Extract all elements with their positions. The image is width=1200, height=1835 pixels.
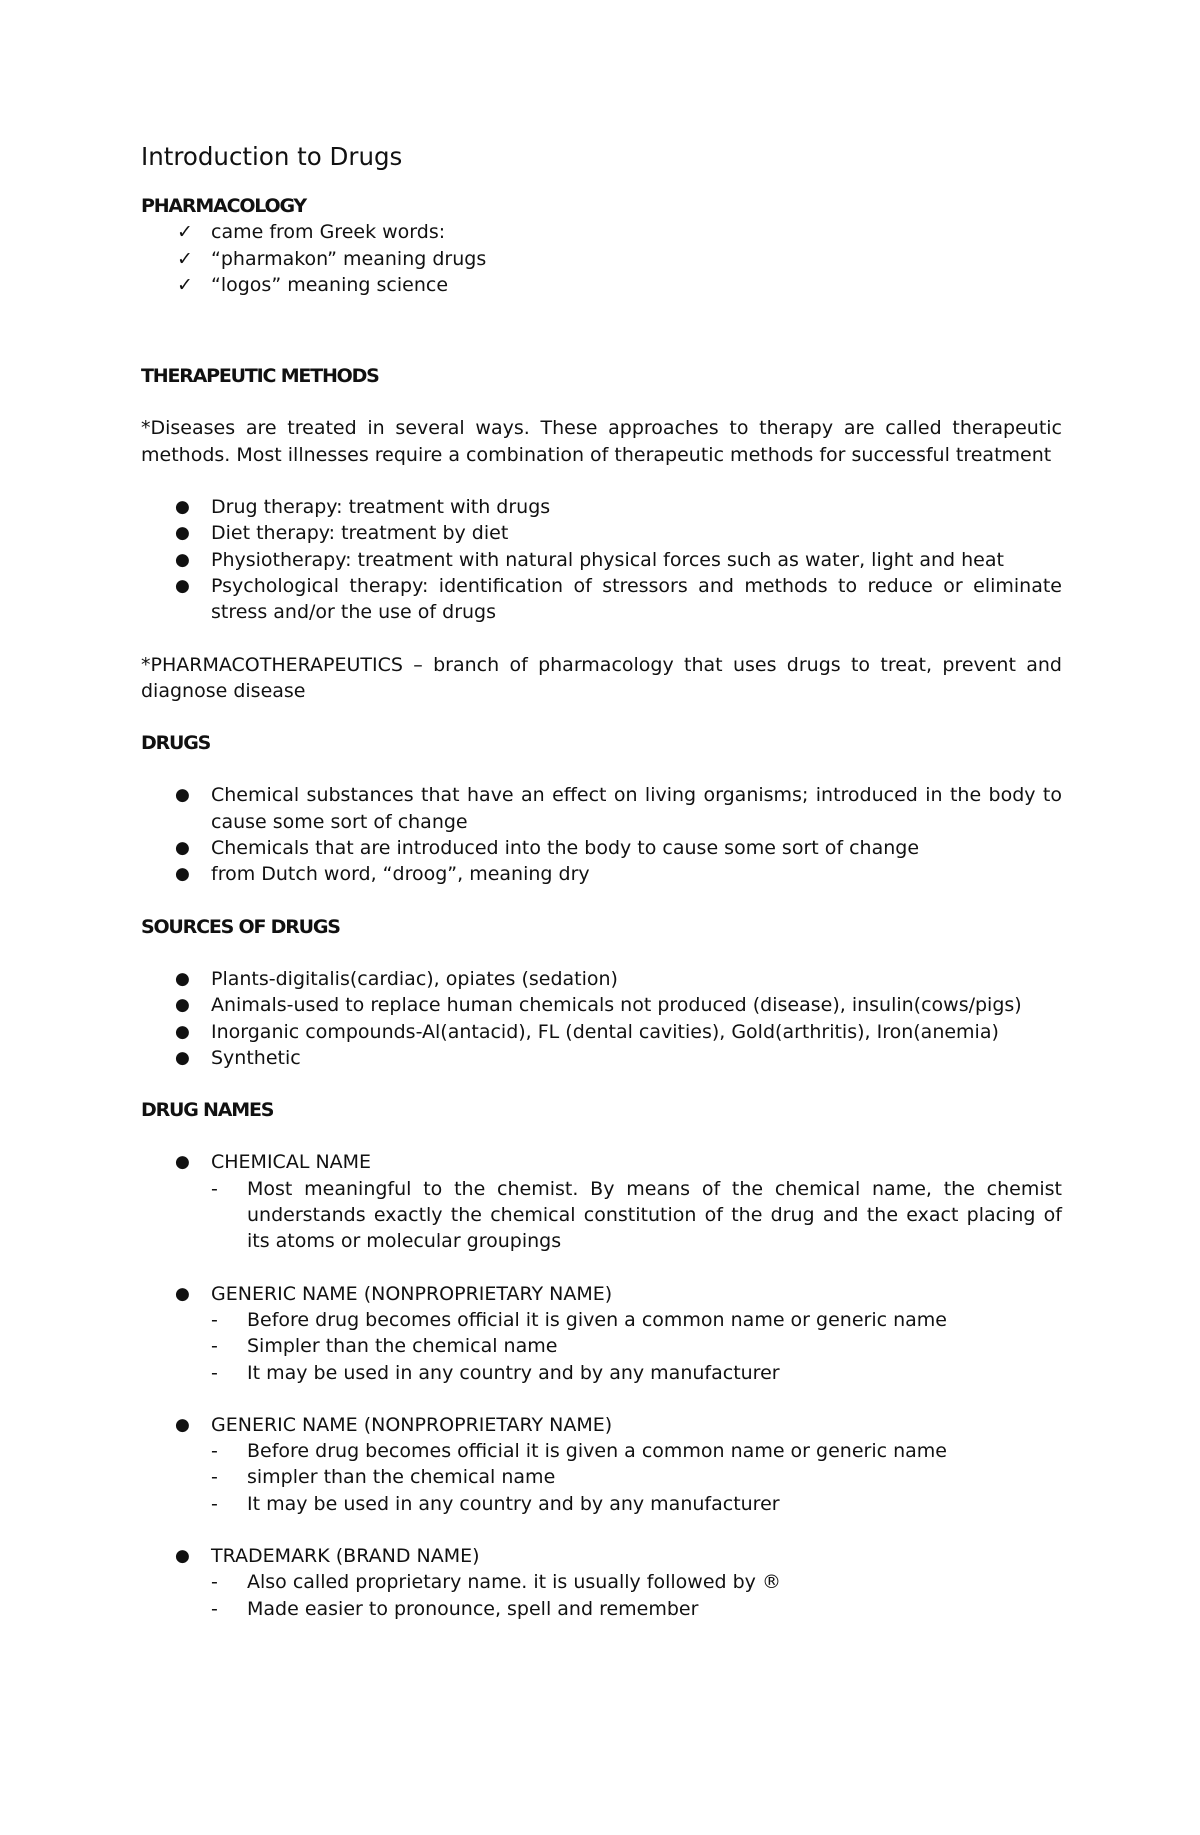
list-item bbox=[141, 1149, 1062, 1175]
list-item bbox=[141, 1045, 1062, 1071]
checkmark-icon: ✓ bbox=[177, 273, 193, 296]
checkmark-icon: ✓ bbox=[177, 247, 193, 270]
list-item bbox=[141, 1281, 1062, 1307]
bullet-icon: ● bbox=[175, 1414, 190, 1435]
list-item-text: Drug therapy: treatment with drugs bbox=[211, 496, 551, 519]
list-item-text: CHEMICAL NAME bbox=[211, 1151, 372, 1174]
list-item-text: GENERIC NAME (NONPROPRIETARY NAME) bbox=[211, 1282, 613, 1305]
list-item-text: It may be used in any country and by any manufacturer bbox=[247, 1492, 780, 1515]
dash-list bbox=[141, 1307, 1062, 1386]
list-item-text: “pharmakon” meaning drugs bbox=[211, 247, 487, 270]
section-heading: PHARMACOLOGY bbox=[141, 195, 306, 217]
list-item bbox=[141, 1569, 1062, 1595]
list-item bbox=[141, 1176, 1062, 1255]
dash-icon: - bbox=[211, 1492, 218, 1515]
bullet-icon: ● bbox=[175, 1283, 190, 1304]
section-sources-of-drugs bbox=[141, 914, 1062, 1071]
section-pharmacology bbox=[141, 193, 1062, 298]
bullet-icon: ● bbox=[175, 785, 190, 806]
list-item bbox=[141, 1596, 1062, 1622]
dash-icon: - bbox=[211, 1571, 218, 1594]
list-item-text: TRADEMARK (BRAND NAME) bbox=[211, 1544, 480, 1567]
list-item-text: Made easier to pronounce, spell and remember bbox=[247, 1597, 699, 1620]
list-item bbox=[141, 782, 1062, 835]
list-item bbox=[141, 272, 1062, 298]
list-item-text: Diet therapy: treatment by diet bbox=[211, 522, 509, 545]
bullet-list bbox=[141, 1149, 1062, 1175]
list-item-text: Synthetic bbox=[211, 1046, 301, 1069]
bullet-icon: ● bbox=[175, 1545, 190, 1566]
bullet-list bbox=[141, 782, 1062, 887]
list-item bbox=[141, 1333, 1062, 1359]
section-drugs bbox=[141, 730, 1062, 887]
list-item bbox=[141, 573, 1062, 626]
bullet-icon: ● bbox=[175, 995, 190, 1016]
bullet-list bbox=[141, 494, 1062, 625]
list-item bbox=[141, 1412, 1062, 1438]
list-item bbox=[141, 1360, 1062, 1386]
paragraph: *PHARMACOTHERAPEUTICS – branch of pharmacology that uses drugs to treat, prevent and diagnose disease bbox=[141, 653, 1062, 702]
bullet-list bbox=[141, 1281, 1062, 1307]
section-therapeutic-methods bbox=[141, 363, 1062, 704]
dash-icon: - bbox=[211, 1308, 218, 1331]
dash-list bbox=[141, 1176, 1062, 1255]
list-item-text: Chemicals that are introduced into the body to cause some sort of change bbox=[211, 837, 920, 860]
bullet-icon: ● bbox=[175, 523, 190, 544]
list-item-text: came from Greek words: bbox=[211, 221, 446, 244]
list-item-text: Plants-digitalis(cardiac), opiates (sedation) bbox=[211, 967, 618, 990]
list-item bbox=[141, 966, 1062, 992]
dash-list bbox=[141, 1569, 1062, 1622]
dash-icon: - bbox=[211, 1335, 218, 1358]
list-item bbox=[141, 1543, 1062, 1569]
list-item-text: Before drug becomes official it is given a common name or generic name bbox=[247, 1440, 947, 1463]
list-item-text: It may be used in any country and by any manufacturer bbox=[247, 1361, 780, 1384]
list-item-text: GENERIC NAME (NONPROPRIETARY NAME) bbox=[211, 1413, 613, 1436]
section-heading: THERAPEUTIC METHODS bbox=[141, 365, 379, 388]
list-item-text: “logos” meaning science bbox=[211, 273, 449, 296]
list-item bbox=[141, 520, 1062, 546]
dash-icon: - bbox=[211, 1177, 218, 1200]
list-item bbox=[141, 992, 1062, 1018]
section-heading: SOURCES OF DRUGS bbox=[141, 915, 340, 938]
bullet-icon: ● bbox=[175, 968, 190, 989]
list-item-text: Animals-used to replace human chemicals not produced (disease), insulin(cows/pigs) bbox=[211, 994, 1022, 1017]
list-item bbox=[141, 1019, 1062, 1045]
section-heading: DRUGS bbox=[141, 732, 211, 755]
bullet-icon: ● bbox=[175, 549, 190, 570]
list-item-text: Also called proprietary name. it is usually followed by ® bbox=[247, 1571, 781, 1594]
list-item bbox=[141, 494, 1062, 520]
list-item-text: simpler than the chemical name bbox=[247, 1466, 556, 1489]
list-item-text: Before drug becomes official it is given a common name or generic name bbox=[247, 1308, 947, 1331]
dash-list bbox=[141, 1438, 1062, 1517]
bullet-icon: ● bbox=[175, 838, 190, 859]
dash-icon: - bbox=[211, 1597, 218, 1620]
bullet-icon: ● bbox=[175, 1047, 190, 1068]
list-item bbox=[141, 1438, 1062, 1464]
list-item-text: Psychological therapy: identification of stressors and methods to reduce or eliminate stress and/or the use of drugs bbox=[211, 574, 1062, 624]
list-item-text: Chemical substances that have an effect on living organisms; introduced in the body to cause some sort of change bbox=[211, 784, 1062, 833]
dash-icon: - bbox=[211, 1361, 218, 1384]
list-item bbox=[141, 835, 1062, 861]
document-title: Introduction to Drugs bbox=[141, 142, 403, 171]
section-drug-names bbox=[141, 1097, 1062, 1622]
list-item-text: Physiotherapy: treatment with natural physical forces such as water, light and heat bbox=[211, 548, 1004, 571]
list-item bbox=[141, 219, 1062, 245]
list-item bbox=[141, 1491, 1062, 1517]
list-item-text: Inorganic compounds-Al(antacid), FL (dental cavities), Gold(arthritis), Iron(anemia) bbox=[211, 1020, 999, 1043]
list-item bbox=[141, 1464, 1062, 1490]
bullet-icon: ● bbox=[175, 497, 190, 518]
section-heading: DRUG NAMES bbox=[141, 1099, 274, 1122]
bullet-icon: ● bbox=[175, 1021, 190, 1042]
list-item bbox=[141, 861, 1062, 887]
paragraph: *Diseases are treated in several ways. These approaches to therapy are called therapeutic methods. Most illnesses require a combination of therapeutic methods for successful treatment bbox=[141, 417, 1062, 466]
list-item-text: from Dutch word, “droog”, meaning dry bbox=[211, 863, 590, 886]
bullet-list bbox=[141, 1412, 1062, 1438]
bullet-list bbox=[141, 966, 1062, 1071]
list-item bbox=[141, 547, 1062, 573]
check-list bbox=[141, 219, 1062, 298]
bullet-icon: ● bbox=[175, 1152, 190, 1173]
bullet-icon: ● bbox=[175, 575, 190, 596]
list-item bbox=[141, 1307, 1062, 1333]
bullet-list bbox=[141, 1543, 1062, 1569]
checkmark-icon: ✓ bbox=[177, 221, 193, 244]
list-item-text: Most meaningful to the chemist. By means of the chemical name, the chemist understands exactly the chemical constitution of the drug and the exact placing of its atoms or molecular groupings bbox=[247, 1177, 1062, 1253]
list-item-text: Simpler than the chemical name bbox=[247, 1335, 558, 1358]
dash-icon: - bbox=[211, 1440, 218, 1463]
list-item bbox=[141, 246, 1062, 272]
bullet-icon: ● bbox=[175, 864, 190, 885]
dash-icon: - bbox=[211, 1466, 218, 1489]
